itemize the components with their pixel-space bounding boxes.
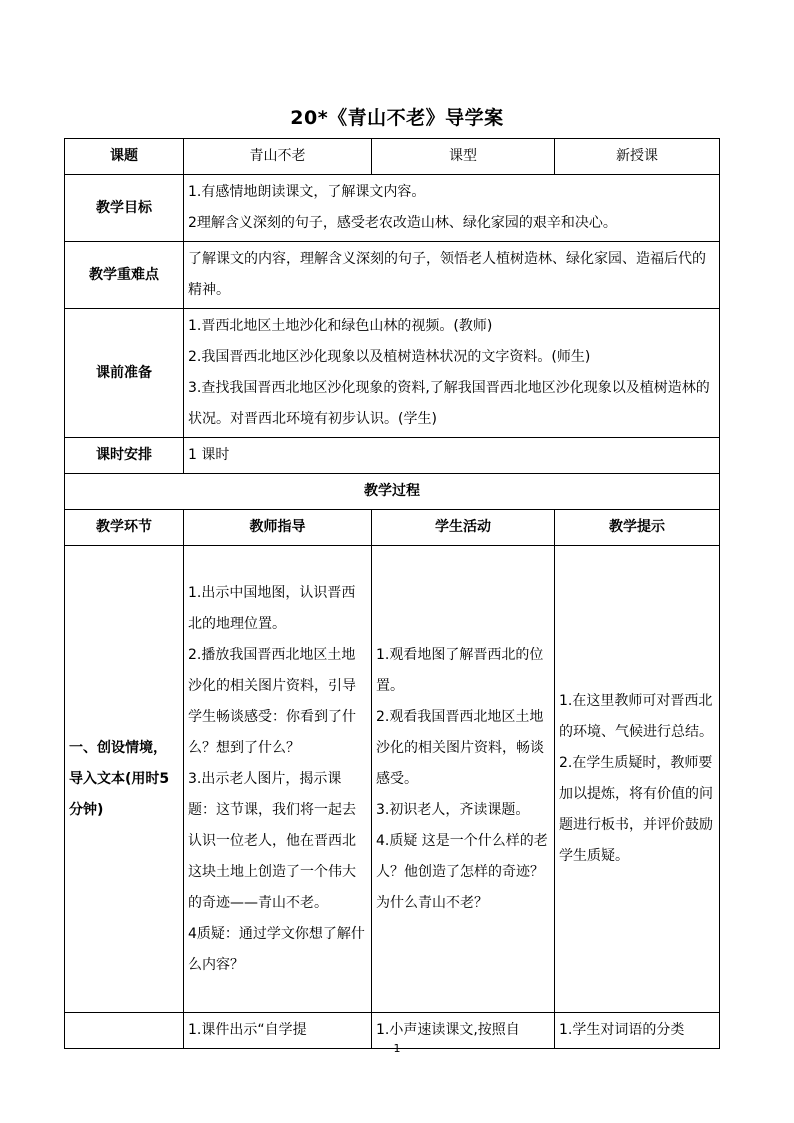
stage1-tips [555, 546, 720, 1013]
topic-row [65, 139, 720, 175]
prep-row [65, 309, 720, 438]
stage2-teacher: 1.课件出示“自学提 [184, 1013, 372, 1049]
type-value: 新授课 [555, 139, 720, 175]
type-label: 课型 [372, 139, 555, 175]
goal-item: 1.有感情地朗读课文，了解课文内容。 [188, 184, 426, 200]
teacher-step: 3.出示老人图片，揭示课题：这节课，我们将一起去认识一位老人，他在晋西北这块土地上创造了一个伟大的奇迹——青山不老。 [188, 770, 356, 911]
process-heading-row [65, 474, 720, 510]
process-heading: 教学过程 [65, 474, 720, 510]
student-step: 2.观看我国晋西北地区土地沙化的相关图片资料，畅谈感受。 [376, 708, 544, 787]
prep-label: 课前准备 [65, 309, 184, 438]
student-step: 1.观看地图了解晋西北的位置。 [376, 646, 544, 694]
page-title: 20*《青山不老》导学案 [290, 107, 504, 129]
tip-item: 2.在学生质疑时，教师要加以提炼，将有价值的问题进行板书，并评价鼓励学生质疑。 [559, 755, 713, 864]
column-header: 学生活动 [372, 510, 555, 546]
time-label: 课时安排 [65, 438, 184, 474]
stage1-name: 一、创设情境，导入文本(用时5分钟) [65, 546, 184, 1013]
prep-item: 2.我国晋西北地区沙化现象以及植树造林状况的文字资料。(师生) [188, 349, 591, 365]
stage1-teacher [184, 546, 372, 1013]
time-value: 1 课时 [184, 438, 720, 474]
goals-label: 教学目标 [65, 175, 184, 242]
prep-item: 1.晋西北地区土地沙化和绿色山林的视频。(教师) [188, 318, 493, 334]
column-header: 教学环节 [65, 510, 184, 546]
process-columns-row [65, 510, 720, 546]
stage1-row [65, 546, 720, 1013]
page-number: 1 [393, 1042, 401, 1055]
keypoints-text: 了解课文的内容，理解含义深刻的句子，领悟老人植树造林、绿化家园、造福后代的精神。 [184, 242, 720, 309]
column-header: 教师指导 [184, 510, 372, 546]
topic-label: 课题 [65, 139, 184, 175]
goal-item: 2理解含义深刻的句子，感受老农改造山林、绿化家园的艰辛和决心。 [188, 215, 617, 231]
lesson-plan-table [64, 138, 720, 1049]
topic-value: 青山不老 [184, 139, 372, 175]
stage2-tips: 1.学生对词语的分类 [555, 1013, 720, 1049]
keypoints-row [65, 242, 720, 309]
time-row [65, 438, 720, 474]
student-step: 3.初识老人，齐读课题。 [376, 801, 530, 818]
student-step: 4.质疑 这是一个什么样的老人？他创造了怎样的奇迹？为什么青山不老？ [376, 832, 548, 911]
goals-row [65, 175, 720, 242]
tip-item: 1.在这里教师可对晋西北的环境、气候进行总结。 [559, 693, 713, 740]
stage1-student [372, 546, 555, 1013]
teacher-step: 1.出示中国地图，认识晋西北的地理位置。 [188, 584, 356, 632]
keypoints-label: 教学重难点 [65, 242, 184, 309]
goals-cell [184, 175, 720, 242]
teacher-step: 2.播放我国晋西北地区土地沙化的相关图片资料，引导学生畅谈感受：你看到了什么？想到了什么？ [188, 646, 356, 756]
prep-item: 3.查找我国晋西北地区沙化现象的资料,了解我国晋西北地区沙化现象以及植树造林的状况。对晋西北环境有初步认识。(学生) [188, 380, 710, 427]
teacher-step: 4质疑：通过学文你想了解什么内容？ [188, 925, 365, 973]
stage2-student: 1.小声速读课文,按照自 [372, 1013, 555, 1049]
prep-cell [184, 309, 720, 438]
column-header: 教学提示 [555, 510, 720, 546]
